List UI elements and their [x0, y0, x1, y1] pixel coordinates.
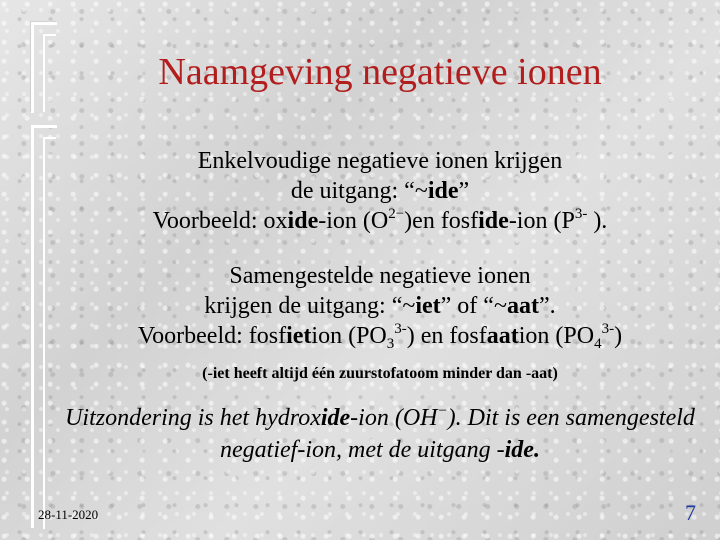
text: )en fosf: [404, 208, 479, 234]
paragraph-simple-ions: [60, 146, 700, 236]
bold-text: aat: [486, 323, 519, 349]
superscript: −: [437, 403, 448, 419]
slide-title: Naamgeving negatieve ionen: [158, 51, 602, 93]
paragraph-compound-ions: [60, 261, 700, 351]
text: ): [614, 323, 623, 349]
text: ) en fosf: [406, 323, 487, 349]
decorative-bracket-bottom: [31, 125, 57, 528]
text: -ion (OH: [350, 405, 438, 431]
text: de uitgang: “~: [290, 178, 428, 204]
page-number: 7: [685, 500, 696, 525]
bold-text: ide.: [504, 437, 540, 463]
text: krijgen de uitgang: “~: [204, 293, 416, 319]
text: Voorbeeld: ox: [152, 208, 288, 234]
paragraph-exception: [60, 402, 700, 466]
p2-line1: Samengestelde negatieve ionen: [229, 263, 531, 289]
bold-text: ide: [427, 178, 459, 204]
text: ” of “~: [440, 293, 507, 319]
decorative-bracket-top: [31, 22, 57, 113]
superscript: 3-: [394, 321, 407, 337]
text: Uitzondering is het hydrox: [65, 405, 321, 431]
text: -ion (P: [508, 208, 575, 234]
text: ion (PO: [518, 323, 595, 349]
p1-example: [60, 206, 700, 236]
text: ”.: [538, 293, 556, 319]
superscript: 2−: [388, 206, 405, 222]
bold-text: iet: [286, 323, 312, 349]
text: Voorbeeld: fosf: [137, 323, 287, 349]
bold-text: iet: [415, 293, 441, 319]
text: ion (PO: [311, 323, 387, 349]
p1-line1: Enkelvoudige negatieve ionen krijgen: [197, 148, 563, 174]
text: -ion (O: [318, 208, 389, 234]
p2-example: [60, 321, 700, 351]
text: ). Dit is een samengesteld negatief-ion, met de uitgang -: [220, 405, 695, 463]
text: ).: [587, 208, 608, 234]
bold-text: ide: [478, 208, 509, 234]
bold-text: aat: [506, 293, 539, 319]
p2-line2: [60, 291, 700, 321]
superscript: 3-: [601, 321, 615, 337]
superscript: 3-: [574, 206, 588, 222]
text: ”: [458, 178, 470, 204]
subscript: 4: [594, 336, 602, 352]
bold-text: ide: [320, 405, 351, 431]
subscript: 3: [386, 336, 395, 352]
bold-text: ide: [287, 208, 319, 234]
note-iet-aat: (-iet heeft altijd één zuurstofatoom minder dan -aat): [202, 365, 558, 382]
footer-date: 28-11-2020: [38, 507, 99, 522]
p1-line2: [60, 176, 700, 206]
